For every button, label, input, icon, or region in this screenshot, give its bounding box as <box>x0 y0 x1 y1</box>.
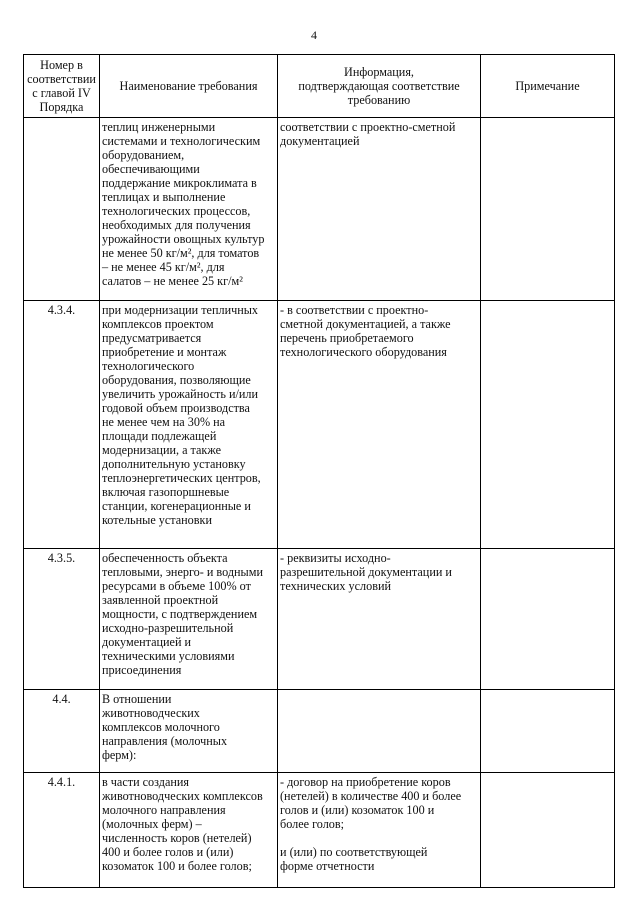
info-line: более голов; <box>280 817 345 831</box>
info-line: документацией <box>280 134 360 148</box>
row-requirement <box>100 118 278 301</box>
header-requirement: Наименование требования <box>100 55 278 118</box>
requirement-line: мощности, с подтверждением <box>102 607 258 621</box>
requirement-line: модернизации, а также <box>102 443 222 457</box>
row-info <box>278 549 481 690</box>
info-line: сметной документацией, а также <box>280 317 451 331</box>
info-line: - в соответствии с проектно- <box>280 303 429 317</box>
requirement-line: при модернизации тепличных <box>102 303 259 317</box>
header-note: Примечание <box>481 55 615 118</box>
info-line: форме отчетности <box>280 859 375 873</box>
info-line: - договор на приобретение коров <box>280 775 451 789</box>
row-requirement <box>100 690 278 773</box>
requirement-line: 400 и более голов и (или) <box>102 845 234 859</box>
requirement-line: – не менее 45 кг/м², для <box>102 260 225 274</box>
row-number: 4.3.5. <box>24 549 100 690</box>
requirement-line: предусматривается <box>102 331 202 345</box>
row-note <box>481 690 615 773</box>
row-info <box>278 301 481 549</box>
requirement-line: комплексов молочного <box>102 720 220 734</box>
info-line: (нетелей) в количестве 400 и более <box>280 789 462 803</box>
requirement-line: ферм): <box>102 748 137 762</box>
requirement-line: присоединения <box>102 663 182 677</box>
requirement-line: животноводческих <box>102 706 200 720</box>
requirement-line: теплиц инженерными <box>102 120 216 134</box>
requirement-line: станции, когенерационные и <box>102 499 251 513</box>
table-header-row <box>24 55 615 118</box>
requirement-line: не менее 50 кг/м², для томатов <box>102 246 260 260</box>
requirement-line: обеспечивающими <box>102 162 200 176</box>
requirement-line: комплексов проектом <box>102 317 214 331</box>
info-line: перечень приобретаемого <box>280 331 414 345</box>
requirement-line: технологического <box>102 359 195 373</box>
info-line: голов и (или) козоматок 100 и <box>280 803 435 817</box>
info-line: технических условий <box>280 579 392 593</box>
requirement-line: козоматок 100 и более голов; <box>102 859 252 873</box>
requirement-line: в части создания <box>102 775 190 789</box>
header-info: Информация, подтверждающая соответствие требованию <box>278 55 481 118</box>
header-number: Номер в соответствии с главой IV Порядка <box>24 55 100 118</box>
requirement-line: направления (молочных <box>102 734 228 748</box>
row-info <box>278 118 481 301</box>
requirement-line: В отношении <box>102 692 172 706</box>
requirement-line: технологических процессов, <box>102 204 251 218</box>
row-note <box>481 118 615 301</box>
requirement-line: системами и технологическим <box>102 134 261 148</box>
requirements-table <box>23 54 615 888</box>
row-number: 4.3.4. <box>24 301 100 549</box>
requirement-line: не менее чем на 30% на <box>102 415 226 429</box>
row-number: 4.4. <box>24 690 100 773</box>
row-note <box>481 301 615 549</box>
requirement-line: приобретение и монтаж <box>102 345 227 359</box>
requirement-line: (молочных ферм) – <box>102 817 202 831</box>
info-line: и (или) по соответствующей <box>280 845 428 859</box>
row-note <box>481 773 615 888</box>
row-note <box>481 549 615 690</box>
requirement-line: обеспеченность объекта <box>102 551 228 565</box>
info-line <box>280 831 478 845</box>
requirement-line: численность коров (нетелей) <box>102 831 252 845</box>
table-row <box>24 301 615 549</box>
info-line: - реквизиты исходно- <box>280 551 391 565</box>
row-requirement <box>100 549 278 690</box>
requirement-line: животноводческих комплексов <box>102 789 263 803</box>
row-number <box>24 118 100 301</box>
table-row <box>24 773 615 888</box>
requirement-line: необходимых для получения <box>102 218 251 232</box>
requirement-line: тепловыми, энерго- и водными <box>102 565 263 579</box>
row-number: 4.4.1. <box>24 773 100 888</box>
requirement-line: оборудования, позволяющие <box>102 373 251 387</box>
requirement-line: годовой объем производства <box>102 401 250 415</box>
requirement-line: теплицах и выполнение <box>102 190 226 204</box>
requirement-line: техническими условиями <box>102 649 235 663</box>
page-number: 4 <box>311 28 317 42</box>
table-row <box>24 118 615 301</box>
requirement-line: увеличить урожайность и/или <box>102 387 258 401</box>
requirement-line: теплоэнергетических центров, <box>102 471 261 485</box>
requirement-line: документацией и <box>102 635 192 649</box>
requirement-line: ресурсами в объеме 100% от <box>102 579 251 593</box>
requirement-line: исходно-разрешительной <box>102 621 234 635</box>
requirement-line: заявленной проектной <box>102 593 219 607</box>
requirement-line: площади подлежащей <box>102 429 217 443</box>
requirement-line: урожайности овощных культур <box>102 232 265 246</box>
info-line: технологического оборудования <box>280 345 447 359</box>
row-requirement <box>100 773 278 888</box>
row-info <box>278 690 481 773</box>
requirement-line: включая газопоршневые <box>102 485 230 499</box>
info-line: соответствии с проектно-сметной <box>280 120 456 134</box>
requirement-line: оборудованием, <box>102 148 185 162</box>
row-info <box>278 773 481 888</box>
requirement-line: котельные установки <box>102 513 212 527</box>
requirement-line: салатов – не менее 25 кг/м² <box>102 274 243 288</box>
requirement-line: дополнительную установку <box>102 457 246 471</box>
table-row <box>24 549 615 690</box>
row-requirement <box>100 301 278 549</box>
requirement-line: молочного направления <box>102 803 226 817</box>
info-line: разрешительной документации и <box>280 565 452 579</box>
requirement-line: поддержание микроклимата в <box>102 176 257 190</box>
table-row <box>24 690 615 773</box>
